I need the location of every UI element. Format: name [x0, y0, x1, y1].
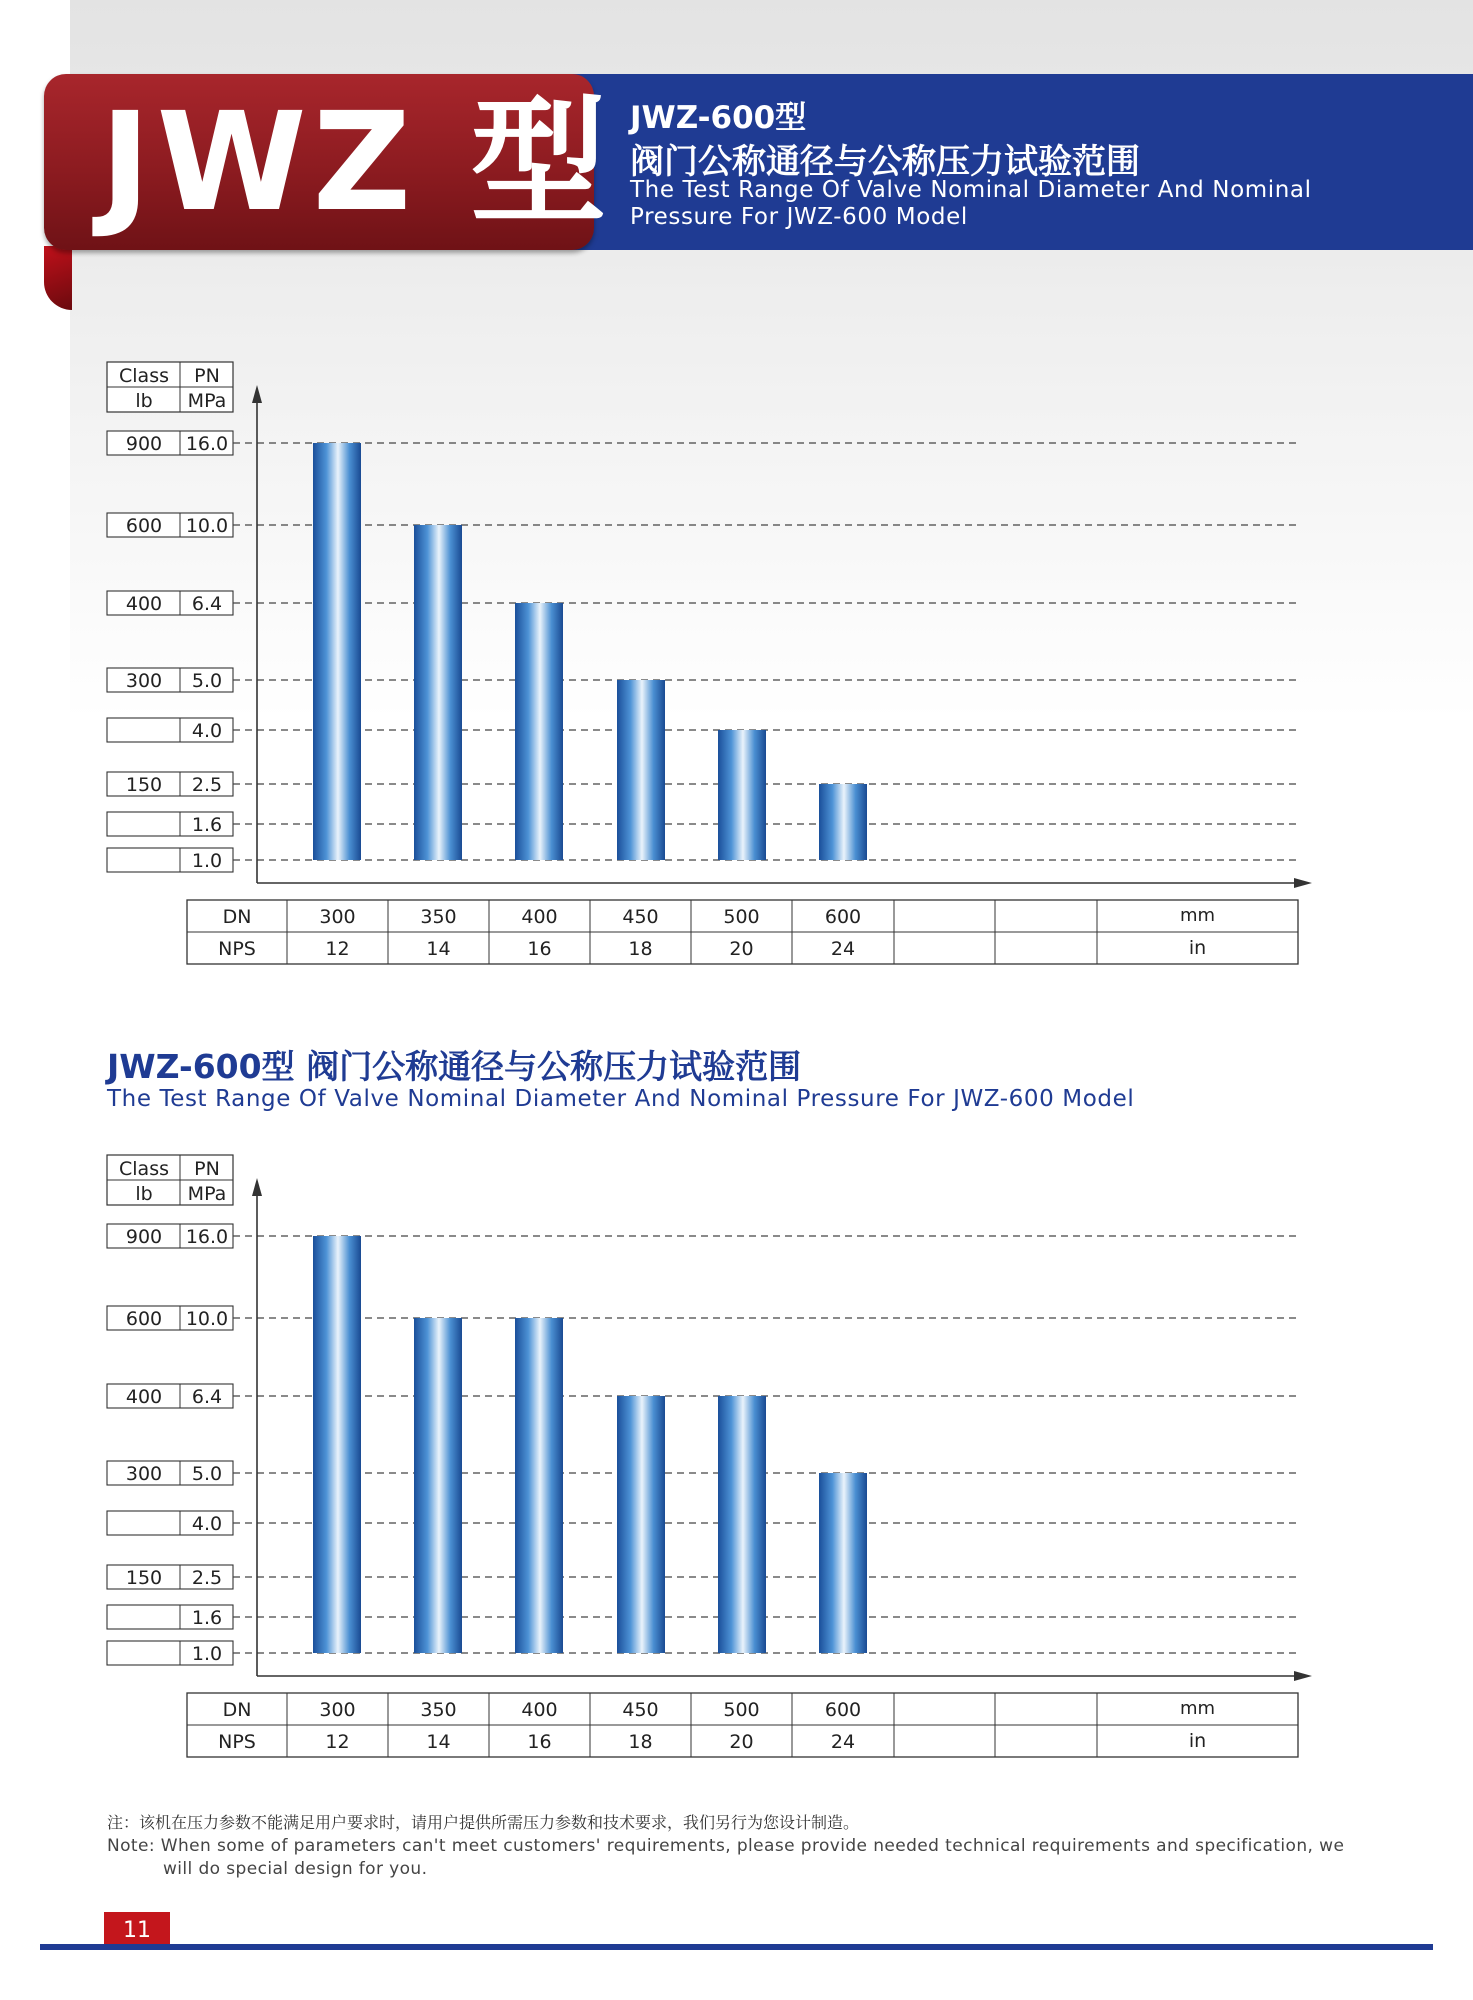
y-tick-pn: 6.4: [191, 1386, 223, 1408]
dn-value: 350: [420, 1699, 457, 1721]
y-tick-pn: 16.0: [185, 433, 229, 455]
y-tick-class: 600: [125, 515, 163, 537]
y-tick-pn: 4.0: [191, 1513, 223, 1535]
nps-value: 16: [527, 938, 552, 960]
y-tick-pn: 2.5: [191, 774, 223, 796]
test-range-chart-1: [0, 355, 1473, 975]
y-tick-pn: 5.0: [191, 670, 223, 692]
nps-unit: in: [1188, 1730, 1207, 1752]
y-header-pn: PN: [194, 365, 220, 387]
y-header-mpa: MPa: [187, 390, 227, 412]
dn-label: DN: [222, 1699, 252, 1721]
bar-dn-400: [515, 603, 563, 860]
nps-value: 18: [628, 1731, 653, 1753]
y-tick-pn: 10.0: [185, 1308, 229, 1330]
nps-value: 18: [628, 938, 653, 960]
bar-dn-400: [515, 1318, 563, 1653]
y-header-class: Class: [119, 1158, 169, 1180]
y-tick-pn: 1.6: [191, 814, 223, 836]
bar-dn-300: [313, 443, 361, 860]
y-tick-pn: 5.0: [191, 1463, 223, 1485]
dn-value: 600: [824, 1699, 862, 1721]
bar-dn-450: [617, 680, 665, 860]
y-tick-class: 150: [125, 1567, 163, 1589]
dn-value: 400: [521, 1699, 558, 1721]
note-en-line1: Note: When some of parameters can't meet customers' requirements, please provide needed technical requirements and specification, we: [107, 1836, 1345, 1856]
nps-value: 12: [325, 938, 350, 960]
y-tick-pn: 2.5: [191, 1567, 223, 1589]
dn-value: 400: [521, 906, 558, 928]
bar-dn-350: [414, 1318, 462, 1653]
bar-dn-450: [617, 1396, 665, 1653]
dn-value: 350: [420, 906, 457, 928]
dn-value: 450: [622, 1699, 659, 1721]
dn-value: 300: [319, 906, 356, 928]
dn-unit: mm: [1179, 905, 1216, 926]
nps-value: 24: [830, 1731, 856, 1753]
y-tick-class: 900: [125, 433, 163, 455]
y-tick-pn: 1.0: [191, 1643, 223, 1665]
y-tick-pn: 6.4: [191, 593, 223, 615]
nps-label: NPS: [218, 1731, 256, 1753]
header-title-en-line1: The Test Range Of Valve Nominal Diameter And Nominal: [630, 177, 1312, 203]
bar-dn-600: [819, 1473, 867, 1653]
note-en-line2: will do special design for you.: [163, 1859, 428, 1879]
nps-value: 16: [527, 1731, 552, 1753]
y-tick-class: 400: [125, 1386, 163, 1408]
nps-unit: in: [1188, 937, 1207, 959]
dn-label: DN: [222, 906, 252, 928]
y-tick-class: 600: [125, 1308, 163, 1330]
nps-label: NPS: [218, 938, 256, 960]
y-tick-pn: 16.0: [185, 1226, 229, 1248]
y-tick-class: 300: [125, 1463, 163, 1485]
y-tick-class: 400: [125, 593, 163, 615]
nps-value: 24: [830, 938, 856, 960]
nps-value: 20: [729, 1731, 754, 1753]
x-axis-arrow: [1294, 878, 1312, 888]
test-range-chart-2: [0, 1148, 1473, 1768]
y-header-mpa: MPa: [187, 1183, 227, 1205]
bar-dn-350: [414, 525, 462, 860]
header-model-cn: JWZ-600型: [630, 100, 807, 136]
y-header-lb: lb: [135, 390, 153, 412]
footer-line: [40, 1944, 1433, 1950]
dn-value: 600: [824, 906, 862, 928]
nps-value: 14: [426, 938, 451, 960]
dn-value: 500: [723, 906, 760, 928]
header-title-en-line2: Pressure For JWZ-600 Model: [630, 204, 968, 230]
y-header-lb: lb: [135, 1183, 153, 1205]
y-tick-class: 900: [125, 1226, 163, 1248]
section-title-cn: JWZ-600型 阀门公称通径与公称压力试验范围: [107, 1047, 802, 1086]
dn-unit: mm: [1179, 1698, 1216, 1719]
dn-value: 450: [622, 906, 659, 928]
header-title-cn: 阀门公称通径与公称压力试验范围: [630, 142, 1140, 182]
nps-value: 12: [325, 1731, 350, 1753]
y-tick-pn: 10.0: [185, 515, 229, 537]
note-en: [107, 1835, 1357, 1881]
dn-value: 300: [319, 1699, 356, 1721]
y-header-pn: PN: [194, 1158, 220, 1180]
nps-value: 20: [729, 938, 754, 960]
y-tick-class: 150: [125, 774, 163, 796]
nps-value: 14: [426, 1731, 451, 1753]
page-number: 11: [104, 1912, 170, 1948]
bar-dn-300: [313, 1236, 361, 1653]
y-axis-arrow: [252, 385, 262, 403]
bar-dn-500: [718, 730, 766, 860]
y-header-class: Class: [119, 365, 169, 387]
note-cn: 注：该机在压力参数不能满足用户要求时，请用户提供所需压力参数和技术要求，我们另行为您设计制造。: [107, 1813, 860, 1832]
y-tick-class: 300: [125, 670, 163, 692]
bar-dn-600: [819, 784, 867, 860]
x-axis-arrow: [1294, 1671, 1312, 1681]
bar-dn-500: [718, 1396, 766, 1653]
y-tick-pn: 1.0: [191, 850, 223, 872]
big-model-title: JWZ 型: [100, 84, 613, 242]
y-tick-pn: 4.0: [191, 720, 223, 742]
dn-value: 500: [723, 1699, 760, 1721]
section-title-en: The Test Range Of Valve Nominal Diameter And Nominal Pressure For JWZ-600 Model: [107, 1086, 1135, 1112]
y-axis-arrow: [252, 1178, 262, 1196]
y-tick-pn: 1.6: [191, 1607, 223, 1629]
